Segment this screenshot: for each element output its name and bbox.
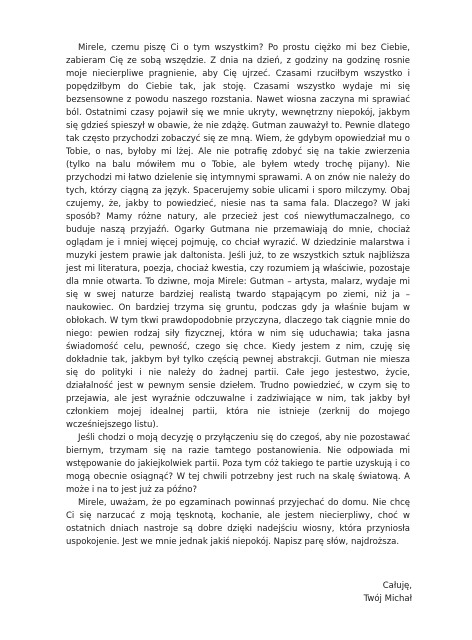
letter-paragraph-1: Mirele, czemu piszę Ci o tym wszystkim? Po prostu ciężko mi bez Ciebie, zabieram Cię ze sobą wszędzie. Z dnia na dzień, z godziny na godzinę rosnie moje niecierpliwe pragnienie, aby Cię ujrzeć. Czasami rzuciłbym wszystko i popędziłbym do Ciebie tak, jak stoję. Czasami wszystko wydaje mi się bezsensowne z powodu naszego rozstania. Nawet wiosna zaczyna mi sprawiać ból. Ostatnimi czasy pojawił się we mnie ukryty, wewnętrzny niepokój, jakbym się gdzieś spieszył w obawie, że nie zdążę. Gutman zauważył to. Pewnie dlatego tak często przychodzi zobaczyć się ze mną. Wiem, że gdybym opowiedział mu o Tobie, o nas, byłoby mi lżej. Ale nie potrafię zdobyć się na takie zwierzenia (tylko na balu mówiłem mu o Tobie, ale byłem wtedy trochę pijany). Nie przychodzi mi łatwo dzielenie się intymnymi sprawami. A on znów nie należy do tych, którzy ciągną za język. Spacerujemy sobie ulicami i sporo milczymy. Obaj czujemy, że, jakby to powiedzieć, niesie nas ta sama fala. Dlaczego? W jaki sposób? Mamy różne natury, ale przecież jest coś niewytłumaczalnego, co buduje naszą przyjaźń. Ogarky Gutmana nie przemawiają do mnie, chociaż oglądam je i mniej więcej pojmuję, co chciał wyrazić. W dziedzinie malarstwa i muzyki jestem prawie jak daltonista. Jeśli już, to ze wszystkich sztuk najbliższa jest mi literatura, poezja, chociaż kwestia, czy rozumiem ją właściwie, pozostaje dla mnie otwarta. To dziwne, moja Mirele: Gutman – artysta, malarz, wydaje mi się w swej naturze bardziej realistą twardo stąpającym po ziemi, niż ja – naukowiec. On bardziej trzyma się gruntu, podczas gdy ja właśnie bujam w obłokach. W tym tkwi prawdopodobnie przyczyna, dlaczego tak ciągnie mnie do niego: pewien rodzaj siły fizycznej, która w nim się uduchawia; taka jasna świadomość celu, pewność, czego się chce. Kiedy jestem z nim, czuję się dokładnie tak, jakbym był tylko częścią pewnej abstrakcji. Gutman nie miesza się do polityki i nie należy do żadnej partii. Całe jego jestestwo, życie, działalność jest w pewnym sensie dziełem. Trudno powiedzieć, w czym się to przejawia, ale jest wyraźnie odczuwalne i zadziwiające w nim, tak jakby był członkiem mojej idealnej partii, która nie istnieje (zerknij do mojego wcześniejszego listu). — [66, 43, 410, 430]
letter-signature: Twój Michał — [363, 594, 412, 604]
letter-body — [66, 42, 410, 549]
letter-closing: Całuję, — [382, 581, 412, 591]
letter-signoff — [364, 580, 412, 606]
letter-paragraph-2: Jeśli chodzi o moją decyzję o przyłączeniu się do czegoś, aby nie pozostawać biernym, trzymam się na razie tamtego postanowienia. Nie odpowiada mi wstępowanie do jakiejkolwiek partii. Poza tym cóż takiego te partie uzyskują i co mogą obecnie osiągnąć? W tej chwili potrzebny jest ruch na skalę światową. A może i na to jest już za późno? — [66, 433, 410, 495]
letter-paragraph-3: Mirele, uważam, że po egzaminach powinnaś przyjechać do domu. Nie chcę Ci się narzucać z moją tęsknotą, kochanie, ale jestem niecierpliwy, choć w ostatnich dniach nastroje są dobre dzięki nadejściu wiosny, która przyniosła uspokojenie. Jest we mnie jednak jakiś niepokój. Napisz parę słów, najdroższa. — [66, 498, 410, 547]
